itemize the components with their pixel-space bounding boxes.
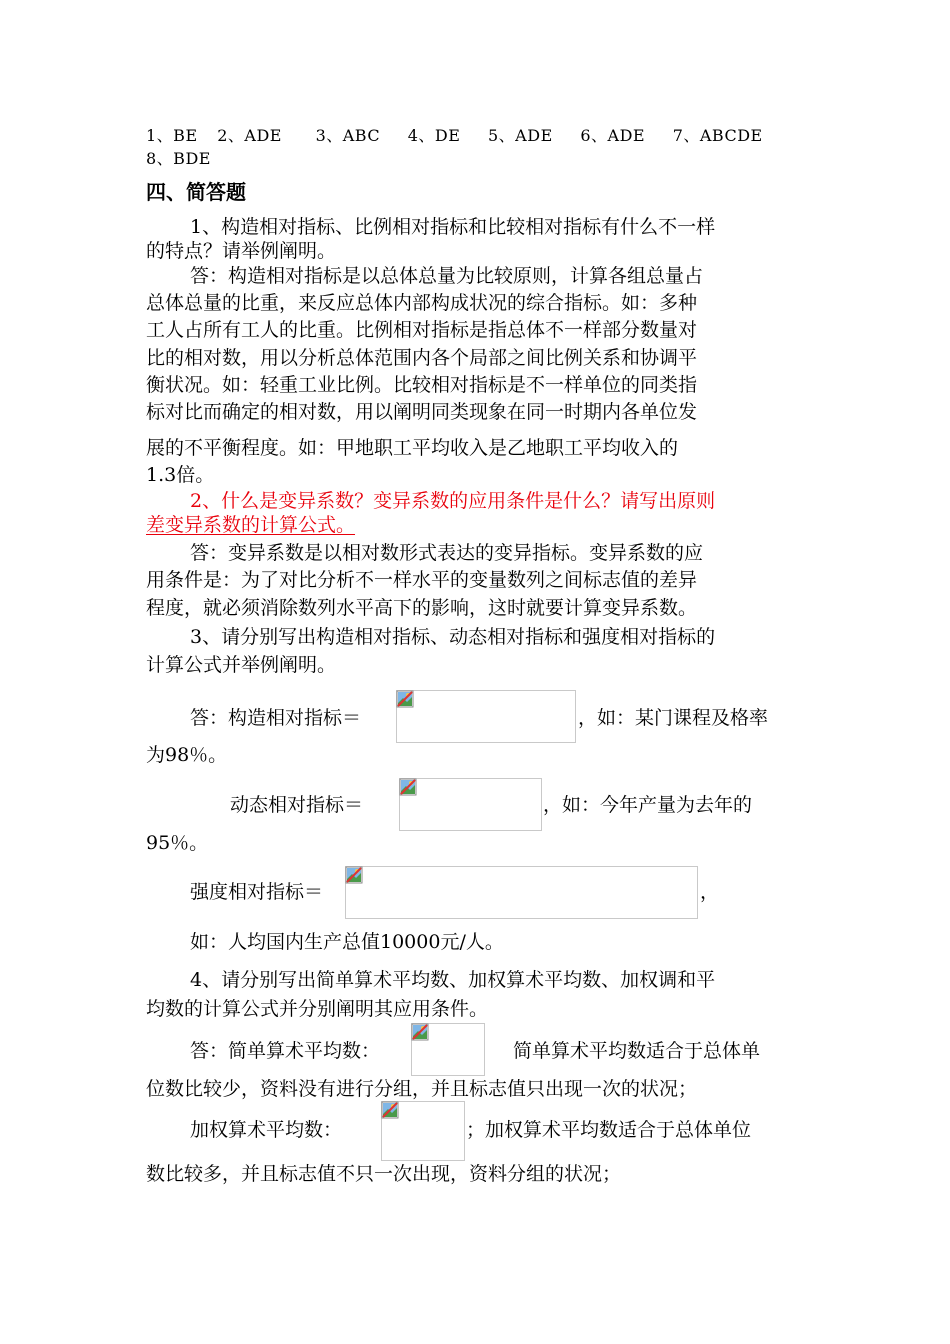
section-heading: 四、简答题 — [146, 180, 246, 204]
q1-question-line-1: 1、构造相对指标、比例相对指标和比较相对指标有什么不一样 — [190, 216, 716, 238]
answer-key-row-1 — [146, 124, 763, 148]
q1-answer-line: 工人占所有工人的比重。比例相对指标是指总体不一样部分数量对 — [146, 319, 698, 341]
q4-simple-label: 答：简单算术平均数： — [190, 1040, 381, 1062]
broken-image-icon — [399, 778, 417, 796]
answer-key-row-2: 8、BDE — [146, 149, 211, 168]
q3-question-line-1: 3、请分别写出构造相对指标、动态相对指标和强度相对指标的 — [190, 626, 716, 648]
q2-answer-line: 用条件是：为了对比分析不一样水平的变量数列之间标志值的差异 — [146, 569, 698, 591]
q3-struct-tail: ，如：某门课程及格率 — [578, 707, 769, 729]
answer-item: 5、ADE — [488, 126, 553, 145]
broken-image-icon — [396, 690, 414, 708]
formula-image-placeholder — [411, 1023, 485, 1076]
answer-item: 7、ABCDE — [672, 126, 763, 145]
q4-simple-tail-2: 位数比较少，资料没有进行分组，并且标志值只出现一次的状况； — [146, 1078, 698, 1100]
answer-item: 6、ADE — [580, 126, 646, 145]
q2-answer-line: 程度，就必须消除数列水平高下的影响，这时就要计算变异系数。 — [146, 597, 698, 619]
answer-item: 1、BE — [146, 126, 198, 145]
q3-intensity-label: 强度相对指标＝ — [190, 881, 324, 903]
broken-image-icon — [345, 866, 363, 884]
answer-item: 3、ABC — [315, 126, 381, 145]
q3-dynamic-tail: ，如：今年产量为去年的 — [543, 794, 753, 816]
q4-weighted-tail-2: 数比较多，并且标志值不只一次出现，资料分组的状况； — [146, 1163, 622, 1185]
q1-answer-line: 标对比而确定的相对数，用以阐明同类现象在同一时期内各单位发 — [146, 401, 698, 423]
q3-dynamic-label: 动态相对指标＝ — [230, 794, 364, 816]
formula-image-placeholder — [396, 690, 576, 743]
q3-intensity-tail: ， — [700, 881, 720, 903]
q1-answer-line: 衡状况。如：轻重工业比例。比较相对指标是不一样单位的同类指 — [146, 374, 698, 396]
q3-struct-tail-2: 为98％。 — [146, 744, 228, 766]
q2-answer-line: 答：变异系数是以相对数形式表达的变异指标。变异系数的应 — [190, 542, 704, 564]
q4-question-line-1: 4、请分别写出简单算术平均数、加权算术平均数、加权调和平 — [190, 969, 716, 991]
q1-answer-line: 1.3倍。 — [146, 464, 215, 486]
formula-image-placeholder — [381, 1101, 465, 1161]
q3-struct-label: 答：构造相对指标＝ — [190, 707, 362, 729]
q1-answer-line: 展的不平衡程度。如：甲地职工平均收入是乙地职工平均收入的 — [146, 437, 679, 459]
q3-intensity-example: 如：人均国内生产总值10000元/人。 — [190, 931, 504, 953]
q4-simple-tail: 简单算术平均数适合于总体单 — [513, 1040, 761, 1062]
answer-item: 4、DE — [407, 126, 461, 145]
q4-question-line-2: 均数的计算公式并分别阐明其应用条件。 — [146, 998, 489, 1020]
answer-item: 2、ADE — [217, 126, 282, 145]
q3-question-line-2: 计算公式并举例阐明。 — [146, 654, 337, 676]
formula-image-placeholder — [345, 866, 698, 919]
formula-image-placeholder — [399, 778, 542, 831]
q2-question-line-1: 2、什么是变异系数？变异系数的应用条件是什么？请写出原则 — [190, 490, 716, 512]
q1-question-line-2: 的特点？请举例阐明。 — [146, 240, 337, 262]
q4-weighted-label: 加权算术平均数： — [190, 1119, 343, 1141]
broken-image-icon — [381, 1101, 399, 1119]
broken-image-icon — [411, 1023, 429, 1041]
q4-weighted-tail: ；加权算术平均数适合于总体单位 — [466, 1119, 752, 1141]
q1-answer-line: 答：构造相对指标是以总体总量为比较原则，计算各组总量占 — [190, 265, 704, 287]
q2-question-line-2: 差变异系数的计算公式。 — [146, 514, 356, 536]
q3-dynamic-tail-2: 95％。 — [146, 832, 209, 854]
q1-answer-line: 总体总量的比重，来反应总体内部构成状况的综合指标。如：多种 — [146, 292, 698, 314]
q1-answer-line: 比的相对数，用以分析总体范围内各个局部之间比例关系和协调平 — [146, 347, 698, 369]
